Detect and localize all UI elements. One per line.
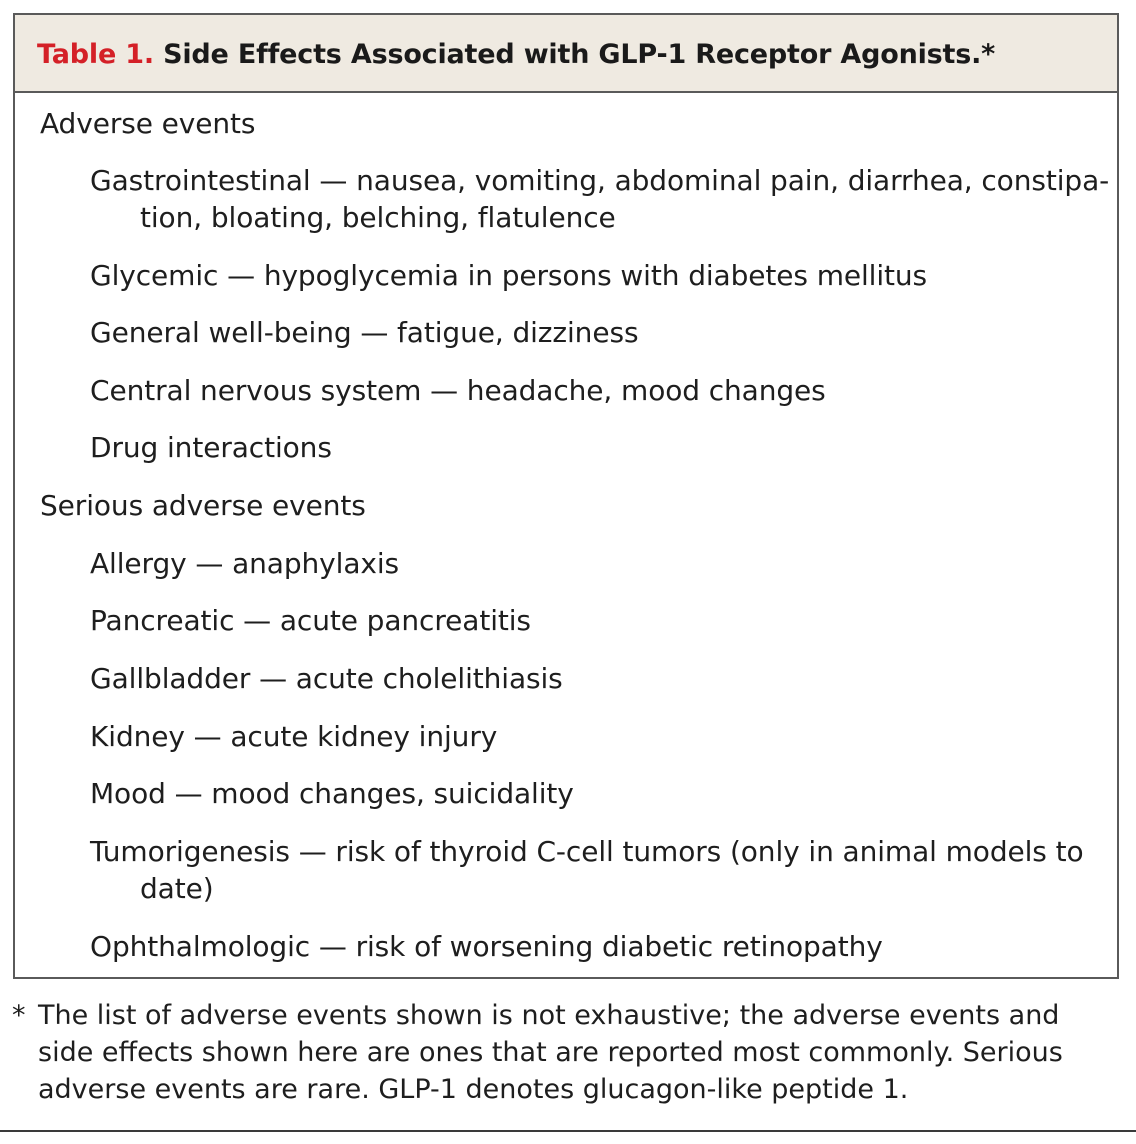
section-heading-adverse-events: Adverse events	[40, 107, 256, 140]
table-row-ophthalmologic: Ophthalmologic — risk of worsening diabetic retinopathy	[90, 930, 883, 963]
table-row-glycemic: Glycemic — hypoglycemia in persons with diabetes mellitus	[90, 259, 928, 292]
table-row-gastrointestinal: Gastrointestinal — nausea, vomiting, abdominal pain, diarrhea, constipa-	[90, 164, 1110, 197]
side-effects-table	[13, 13, 1119, 979]
section-heading-serious-adverse-events: Serious adverse events	[40, 489, 366, 522]
table-row-allergy: Allergy — anaphylaxis	[90, 547, 400, 580]
table-title: Side Effects Associated with GLP-1 Receptor Agonists.*	[163, 38, 996, 70]
footnote-line-1: The list of adverse events shown is not exhaustive; the adverse events and	[38, 1000, 1060, 1031]
table-row-gallbladder: Gallbladder — acute cholelithiasis	[90, 662, 563, 695]
bottom-rule-divider	[0, 1130, 1136, 1132]
table-row-general-well-being: General well-being — fatigue, dizziness	[90, 316, 639, 349]
table-row-tumorigenesis: Tumorigenesis — risk of thyroid C-cell tumors (only in animal models to	[90, 835, 1084, 868]
table-row-gastrointestinal-continued: tion, bloating, belching, flatulence	[140, 201, 616, 234]
table-row-central-nervous-system: Central nervous system — headache, mood changes	[90, 374, 826, 407]
footnote-marker: *	[12, 1000, 26, 1031]
table-title-bar	[15, 15, 1117, 93]
table-row-drug-interactions: Drug interactions	[90, 431, 332, 464]
footnote-line-3: adverse events are rare. GLP-1 denotes glucagon-like peptide 1.	[38, 1074, 909, 1105]
table-label: Table 1.	[37, 38, 154, 70]
table-row-tumorigenesis-continued: date)	[140, 872, 214, 905]
table-row-mood: Mood — mood changes, suicidality	[90, 777, 574, 810]
table-footnote	[12, 997, 1063, 1108]
table-row-pancreatic: Pancreatic — acute pancreatitis	[90, 604, 531, 637]
footnote-line-2: side effects shown here are ones that are reported most commonly. Serious	[38, 1037, 1063, 1068]
table-row-kidney: Kidney — acute kidney injury	[90, 720, 498, 753]
